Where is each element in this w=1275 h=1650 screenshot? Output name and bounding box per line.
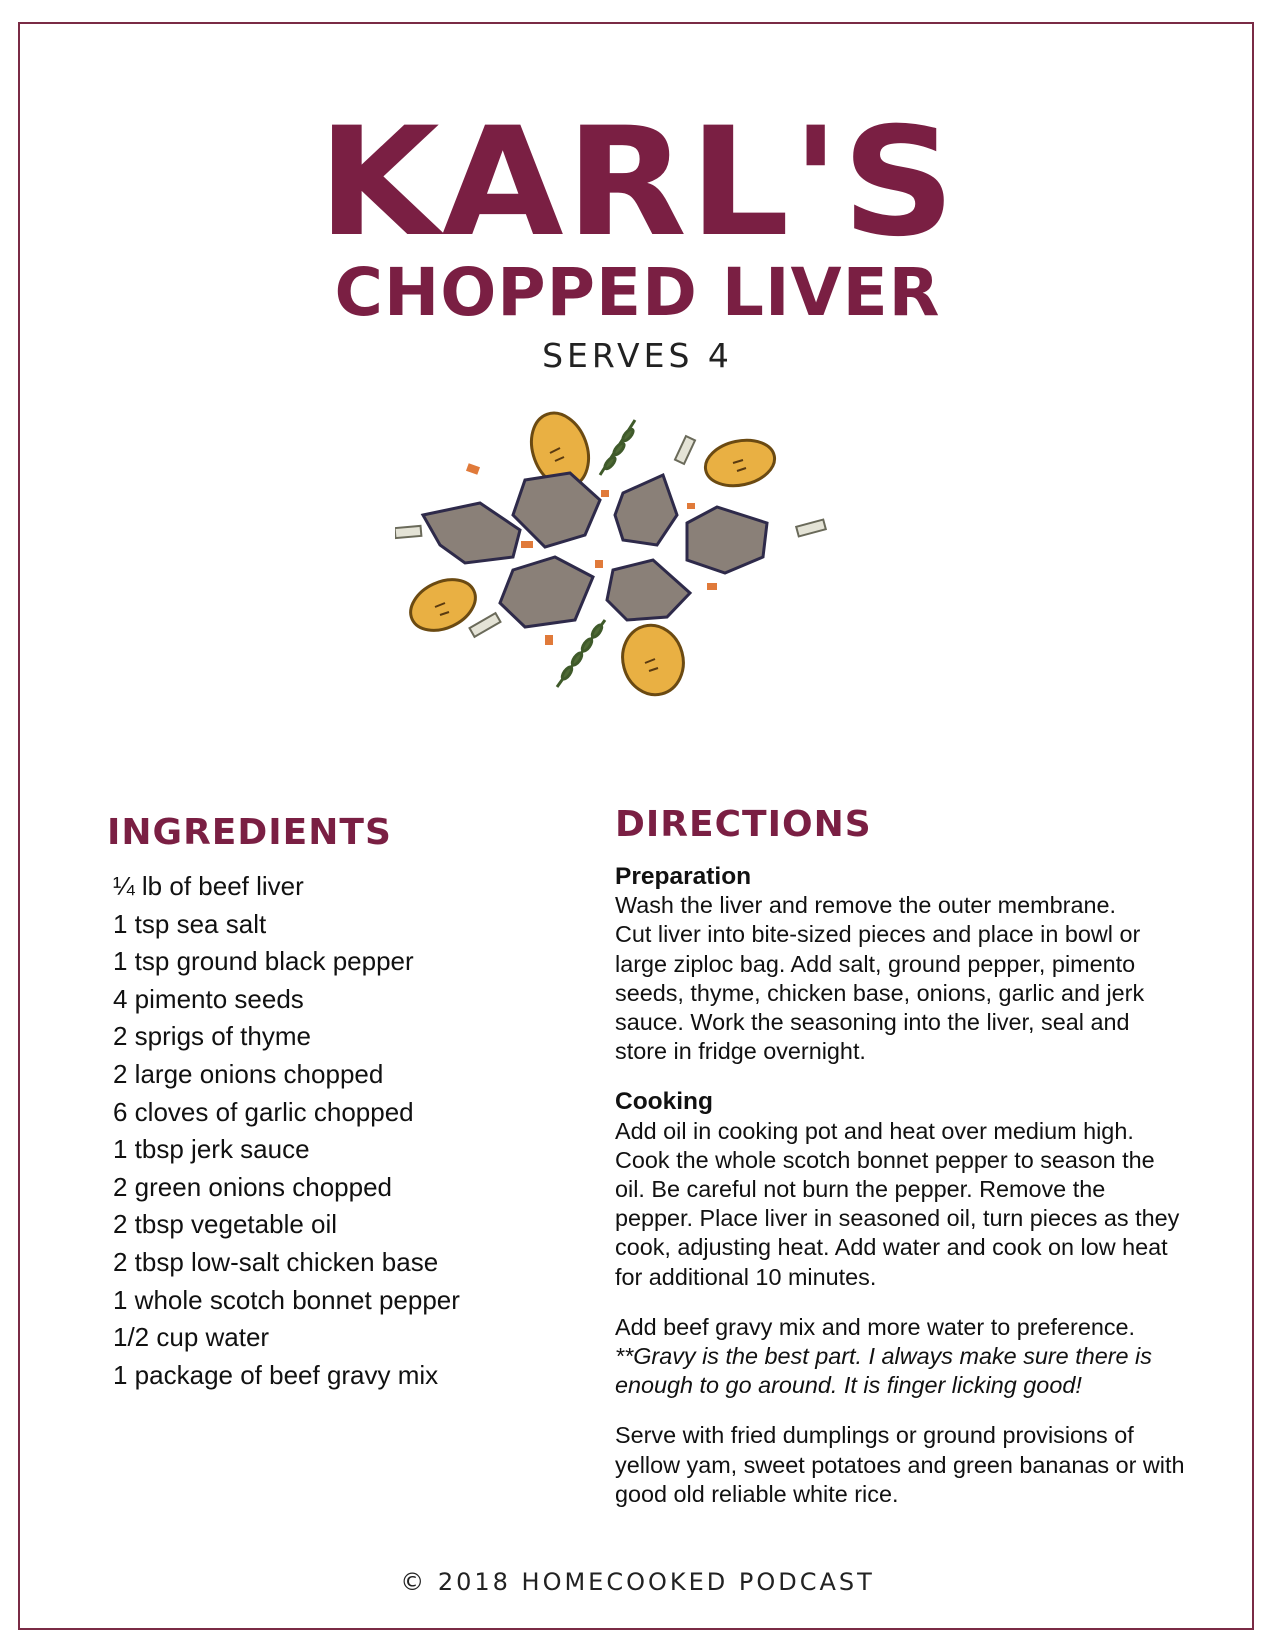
list-item: 6 cloves of garlic chopped: [113, 1096, 414, 1127]
cooking-line: for additional 10 minutes.: [615, 1263, 877, 1290]
preparation-line: large ziploc bag. Add salt, ground pepper, pimento: [615, 950, 1136, 977]
preparation-title: Preparation: [615, 863, 752, 890]
cooking-title: Cooking: [615, 1088, 713, 1116]
list-item: 2 large onions chopped: [113, 1058, 384, 1089]
ingredients-heading: INGREDIENTS: [107, 812, 392, 853]
recipe-subtitle: CHOPPED LIVER: [334, 254, 941, 331]
preparation-line: sauce. Work the seasoning into the liver, seal and: [615, 1009, 1130, 1036]
copyright-footer: © 2018 HOMECOOKED PODCAST: [400, 1568, 875, 1596]
list-item: 1 tsp sea salt: [113, 908, 267, 939]
preparation-line: store in fridge overnight.: [615, 1038, 866, 1065]
serve-line: good old reliable white rice.: [615, 1480, 899, 1507]
preparation-line: seeds, thyme, chicken base, onions, garlic and jerk: [615, 979, 1145, 1006]
recipe-title: KARL'S: [317, 96, 958, 270]
cooking-line: Cook the whole scotch bonnet pepper to season the: [615, 1146, 1155, 1173]
cooking-line: pepper. Place liver in seasoned oil, turn pieces as they: [615, 1205, 1180, 1232]
list-item: 1 package of beef gravy mix: [113, 1359, 439, 1390]
list-item: 2 tbsp vegetable oil: [113, 1209, 338, 1240]
gravy-note-line: **Gravy is the best part. I always make sure there is: [615, 1343, 1152, 1370]
serve-line: yellow yam, sweet potatoes and green bananas or with: [615, 1451, 1185, 1478]
directions-body: [615, 862, 1235, 1509]
list-item: 4 pimento seeds: [113, 983, 304, 1014]
liver-plantain-thyme-illustration: [395, 395, 875, 735]
plantain-slice-icon: [701, 434, 779, 492]
list-item: 1 whole scotch bonnet pepper: [113, 1284, 460, 1315]
list-item: 1 tbsp jerk sauce: [113, 1134, 310, 1165]
directions-heading: DIRECTIONS: [615, 804, 872, 845]
list-item: 1 tsp ground black pepper: [113, 946, 414, 977]
ingredients-list: [113, 868, 460, 1394]
list-item: 2 sprigs of thyme: [113, 1021, 311, 1052]
cooking-line: oil. Be careful not burn the pepper. Remove the: [615, 1176, 1106, 1203]
list-item: 2 green onions chopped: [113, 1171, 393, 1202]
list-item: 1/2 cup water: [113, 1322, 270, 1353]
serve-line: Serve with fried dumplings or ground provisions of: [615, 1422, 1134, 1449]
gravy-line: Add beef gravy mix and more water to preference.: [615, 1313, 1136, 1340]
list-item: ¼ lb of beef liver: [113, 871, 304, 901]
cooking-line: Add oil in cooking pot and heat over medium high.: [615, 1117, 1134, 1144]
serves-label: SERVES 4: [542, 336, 733, 375]
preparation-line: Wash the liver and remove the outer membrane.: [615, 892, 1116, 919]
cooking-line: cook, adjusting heat. Add water and cook on low heat: [615, 1234, 1168, 1261]
list-item: 2 tbsp low-salt chicken base: [113, 1246, 439, 1277]
gravy-note-line: enough to go around. It is finger licking good!: [615, 1372, 1082, 1399]
plantain-slice-icon: [615, 618, 691, 701]
preparation-line: Cut liver into bite-sized pieces and place in bowl or: [615, 921, 1141, 948]
